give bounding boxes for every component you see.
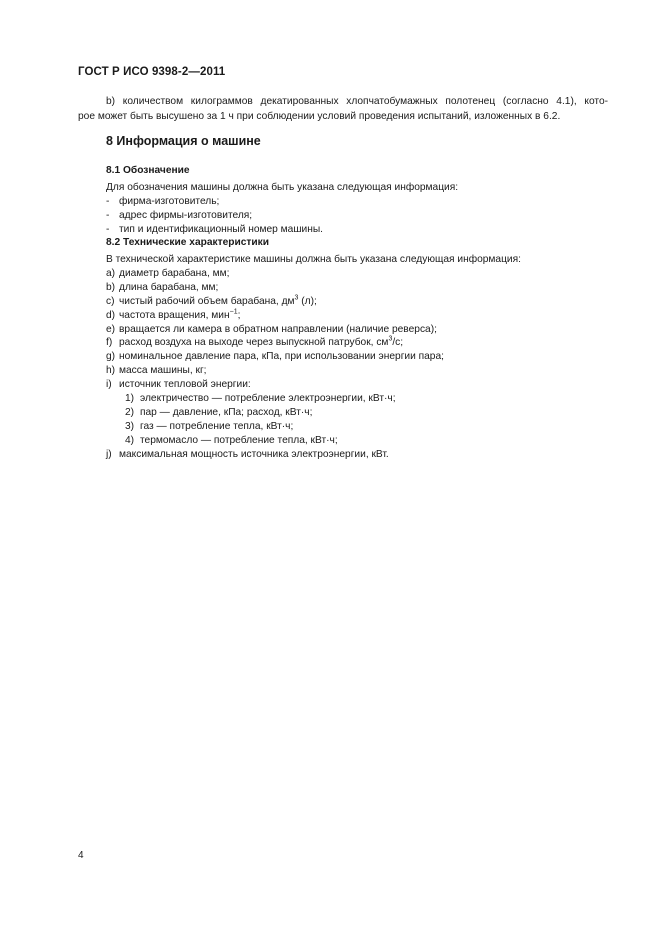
- list-item: - тип и идентификационный номер машины.: [106, 223, 323, 235]
- page-number: 4: [78, 850, 84, 861]
- list-item: b) длина барабана, мм;: [106, 281, 219, 293]
- list-item: a) диаметр барабана, мм;: [106, 267, 230, 279]
- nested-list-item: 1) электричество — потребление электроэнергии, кВт·ч;: [125, 393, 396, 405]
- list-item: i) источник тепловой энергии:: [106, 379, 251, 391]
- subsection-8-1-body: [106, 181, 458, 237]
- subsection-8-2-body: [106, 253, 521, 462]
- subsection-8-1-title: 8.1 Обозначение: [106, 165, 190, 176]
- nested-list-item: 3) газ — потребление тепла, кВт·ч;: [125, 420, 294, 432]
- list-item: g) номинальное давление пара, кПа, при использовании энергии пара;: [106, 351, 444, 363]
- subsection-8-2-intro: В технической характеристике машины должна быть указана следующая информация:: [106, 254, 521, 265]
- continuation-line-1: b) количеством килограммов декатированных хлопчатобумажных полотенец (согласно 4.1), кото-: [106, 96, 608, 107]
- list-item: e) вращается ли камера в обратном направлении (наличие реверса);: [106, 323, 437, 335]
- nested-list-item: 2) пар — давление, кПа; расход, кВт·ч;: [125, 406, 313, 418]
- list-item: - фирма-изготовитель;: [106, 195, 220, 207]
- list-item: c) чистый рабочий объем барабана, $дм^3$ (л);: [106, 294, 317, 307]
- running-header-doc-code: ГОСТ Р ИСО 9398-2—2011: [78, 66, 226, 78]
- subsection-8-1-intro: Для обозначения машины должна быть указана следующая информация:: [106, 182, 459, 193]
- section-8-title: 8 Информация о машине: [106, 134, 261, 148]
- continuation-line-2: рое может быть высушено за 1 ч при соблюдении условий проведения испытаний, изложенных в 6.2.: [78, 111, 561, 122]
- list-item: f) расход воздуха на выходе через выпускной патрубок, $см^3/с$;: [106, 336, 404, 349]
- subsection-8-2-title: 8.2 Технические характеристики: [106, 237, 270, 248]
- continuation-paragraph: [78, 94, 608, 124]
- list-item: - адрес фирмы-изготовителя;: [106, 209, 253, 221]
- list-item: j) максимальная мощность источника электроэнергии, кВт.: [106, 448, 389, 460]
- list-item: h) масса машины, кг;: [106, 365, 207, 377]
- nested-list-item: 4) термомасло — потребление тепла, кВт·ч;: [125, 434, 338, 446]
- list-item: d) частота вращения, мин$^{-1}$;: [106, 308, 241, 321]
